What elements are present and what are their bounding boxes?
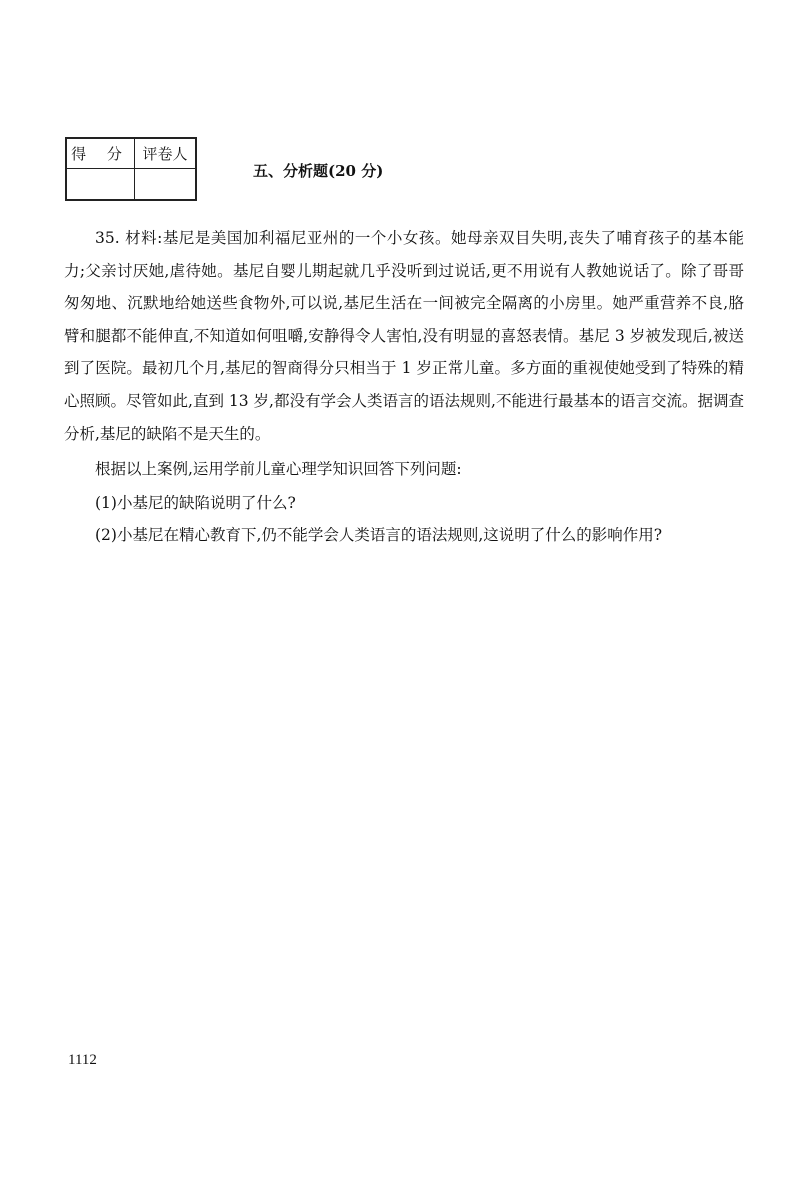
- page-number: 1112: [68, 1052, 97, 1068]
- question-instruction: 根据以上案例,运用学前儿童心理学知识回答下列问题:: [95, 460, 462, 478]
- sub-question-2: (2)小基尼在精心教育下,仍不能学会人类语言的语法规则,这说明了什么的影响作用?: [95, 526, 663, 544]
- question-material: 35. 材料:基尼是美国加利福尼亚州的一个小女孩。她母亲双目失明,丧失了哺育孩子的基本能力;父亲讨厌她,虐待她。基尼自婴儿期起就几乎没听到过说话,更不用说有人教她说话了。除了哥哥匆匆地、沉默地给她送些食物外,可以说,基尼生活在一间被完全隔离的小房里。她严重营养不良,胳臂和腿都不能伸直,不知道如何咀嚼,安静得令人害怕,没有明显的喜怒表情。基尼 3 岁被发现后,被送到了医院。最初几个月,基尼的智商得分只相当于 1 岁正常儿童。多方面的重视使她受到了特殊的精心照顾。尽管如此,直到 13 岁,都没有学会人类语言的语法规则,不能进行最基本的语言交流。据调查分析,基尼的缺陷不是天生的。: [64, 229, 744, 443]
- score-cell: [66, 168, 135, 200]
- score-table: [65, 137, 197, 201]
- grader-header: 评卷人: [135, 138, 197, 168]
- grader-cell: [135, 168, 197, 200]
- section-title: 五、分析题(20 分): [253, 162, 384, 180]
- sub-question-1: (1)小基尼的缺陷说明了什么?: [95, 494, 296, 512]
- score-header: 得 分: [66, 138, 135, 168]
